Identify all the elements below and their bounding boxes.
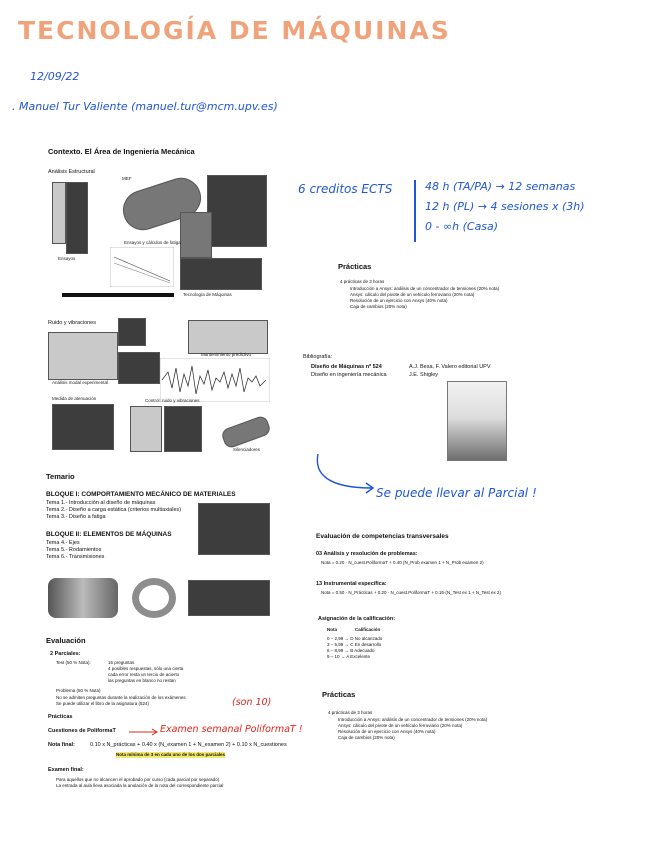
book1-title: Diseño de Máquinas nº 524 [311,364,382,370]
practicas-top-item: Caja de cambios (20% nota) [350,304,407,309]
gears-photo [188,580,270,616]
fatigue-plot [110,247,174,287]
practicas-bottom-item: Introducción a Ansys: análisis de un concentrador de tensiones (20% nota) [338,717,488,722]
date: 12/09/22 [30,70,80,83]
practicas-bottom-item: Resolución de un ejercicio con Ansys (40% nota) [338,729,436,734]
c13-formula: Nota = 0.50 · N_Prácticas + 0.20 · N_cuest.PoliformaT + 0.15·(N_Test ex 1 + N_Test ex 2) [321,590,501,595]
book-cover-image [447,381,507,461]
modal-label: Análisis modal experimental [52,380,109,385]
author: . Manuel Tur Valiente (manuel.tur@mcm.upv.es) [12,100,278,113]
practicas-eval-label: Prácticas [48,714,73,720]
c03-title: 03 Análisis y resolución de problemas: [316,551,418,557]
mantenimiento-label: Mantenimiento predictivo [201,352,252,357]
competencias-heading: Evaluación de competencias transversales [316,533,449,540]
machine-parts-photo [180,258,262,290]
test-machine-photo [66,182,88,254]
grade-row: 9 – 10 → A Excelente [327,654,371,659]
practicas-top-item: Resolución de un ejercicio con Ansys (40% nota) [350,298,448,303]
nota-minima: Nota mínima de 3 en cada uno de los dos parciales [116,752,226,757]
practicas-top-item: Ansys: cálculo del pivote de un vehículo ferroviario (20% nota) [350,292,475,297]
examen-final-label: Examen final: [48,767,84,773]
divider-bar [62,293,174,297]
table-header-calificacion: Calificación [355,627,381,632]
bloque1-title: BLOQUE I: COMPORTAMIENTO MECÁNICO DE MATERIALES [46,491,236,498]
test-detail: cada error resta un tercio de acierto [108,672,180,677]
mode-shape-photo [118,352,160,384]
fatiga-label: Ensayos y cálculos de fatiga [124,240,181,245]
test-detail: las preguntas en blanco no restan [108,678,176,683]
component-photo [180,212,212,258]
bloque2-title: BLOQUE II: ELEMENTOS DE MÁQUINAS [46,531,172,538]
shaft-image [48,578,118,618]
examen-final-line: La entrada al aula lleva asociada la anulación de la nota del correspondiente parcial [56,783,224,788]
attenuation-photo [52,404,114,450]
bloque1-tema: Tema 2.- Diseño a carga estática (criterios multiaxiales) [46,507,182,514]
practicas-bottom-item: Caja de cambios (20% nota) [338,735,395,740]
grade-row: 0 – 2,99 → D No alcanzado [327,636,383,641]
ruido-label: Ruido y vibraciones [48,320,96,326]
test-label: Test (50 % Nota): [56,660,91,665]
parcial-note: Se puede llevar al Parcial ! [376,486,537,500]
control-photo-2 [164,406,202,452]
bloque2-tema: Tema 5.- Rodamientos [46,547,102,554]
book2-authors: J.E. Shigley [409,372,439,378]
bloque1-tema: Tema 3.- Diseño a fatiga [46,514,106,521]
c13-title: 13 Instrumental específica: [316,581,387,587]
page-title: TECNOLOGÍA DE MÁQUINAS [18,16,451,45]
engine-drawing [188,320,268,354]
examen-semanal-note: Examen semanal PoliformaT ! [160,724,303,735]
bloque2-tema: Tema 6.- Transmisiones [46,554,105,561]
practicas-top-heading: Prácticas [338,262,372,271]
bibliografia-heading: Bibliografía: [303,354,333,360]
book1-authors: A.J. Besa, F. Valero editorial UPV [409,364,491,370]
mef-label: MEF [122,176,132,181]
vibration-signal [160,358,270,402]
tensile-test-photo [52,182,66,244]
arrow-right-icon [128,728,160,736]
contexto-heading: Contexto. El Área de Ingeniería Mecánica [48,147,195,156]
creditos-bracket [414,180,416,242]
control-label: Control: ruido y vibraciones [145,398,200,403]
tecnologia-label: Tecnología de Máquinas [183,292,232,297]
admiten-note: No se admiten preguntas durante la realización de los exámenes [56,695,186,700]
bloque2-tema: Tema 4.- Ejes [46,540,80,546]
atenuacion-label: Medida de atenuación [52,396,97,401]
creditos-line1: 48 h (TA/PA) → 12 semanas [425,180,576,193]
table-header-nota: Nota [327,627,337,632]
cuestiones-label: Cuestiones de PoliformaT [48,728,116,734]
book2-title: Diseño en ingeniería mecánica [311,372,387,378]
creditos-ects: 6 creditos ECTS [298,182,393,196]
examen-final-line: Para aquellos que no alcancen el aprobado por curso (cada parcial por separado) [56,777,220,782]
analisis-estructural-label: Análisis Estructural [48,169,95,175]
practicas-bottom-intro: 4 prácticas de 3 horas [328,710,373,715]
libro-note: Se puede utilizar el libro de la asignatura (524) [56,701,150,706]
practicas-bottom-heading: Prácticas [322,690,356,699]
c03-formula: Nota = 0.20 · N_cuest.PoliformaT + 0.40 (N_Prob examen 1 + N_Prob examen 2) [321,560,484,565]
bore-photo [207,175,267,247]
grade-row: 3 – 5,99 → C En desarrollo [327,642,382,647]
test-detail: 4 posibles respuestas, sólo una cierta [108,666,184,671]
creditos-line3: 0 - ∞h (Casa) [425,220,499,233]
nota-final-label: Nota final: [48,742,75,748]
temario-heading: Temario [46,472,75,481]
modal-photo [48,332,118,380]
silencer-image [220,414,272,449]
test-detail: 15 preguntas [108,660,135,665]
practicas-top-item: Introducción a Ansys: análisis de un concentrador de tensiones (20% nota) [350,286,500,291]
sensor-photo [118,318,146,346]
evaluacion-heading: Evaluación [46,636,86,645]
creditos-line2: 12 h (PL) → 4 sesiones x (3h) [425,200,585,213]
gear-machine-photo [198,503,270,555]
control-photo-1 [130,406,162,452]
practicas-top-intro: 4 prácticas de 3 horas [340,279,385,284]
nota-final-formula: 0.10 x N_prácticas + 0.40 x (N_examen 1 + N_examen 2) + 0.10 x N_cuestiones [90,742,287,748]
parciales-label: 2 Parciales: [50,651,81,657]
practicas-bottom-item: Ansys: cálculo del pivote de un vehículo ferroviario (20% nota) [338,723,463,728]
bloque1-tema: Tema 1.- Introducción al diseño de máquinas [46,500,156,506]
asignacion-label: Asignación de la calificación: [318,616,396,622]
curved-arrow-icon [310,450,380,496]
grade-row: 6 – 8,99 → B Adecuado [327,648,375,653]
problema-label: Problema (50 % Nota) [56,688,101,693]
silenciadores-label: Silenciadores [233,447,261,452]
son10-note: (son 10) [232,697,272,708]
bearing-image [132,578,176,618]
ensayos-label: Ensayos [58,256,76,261]
